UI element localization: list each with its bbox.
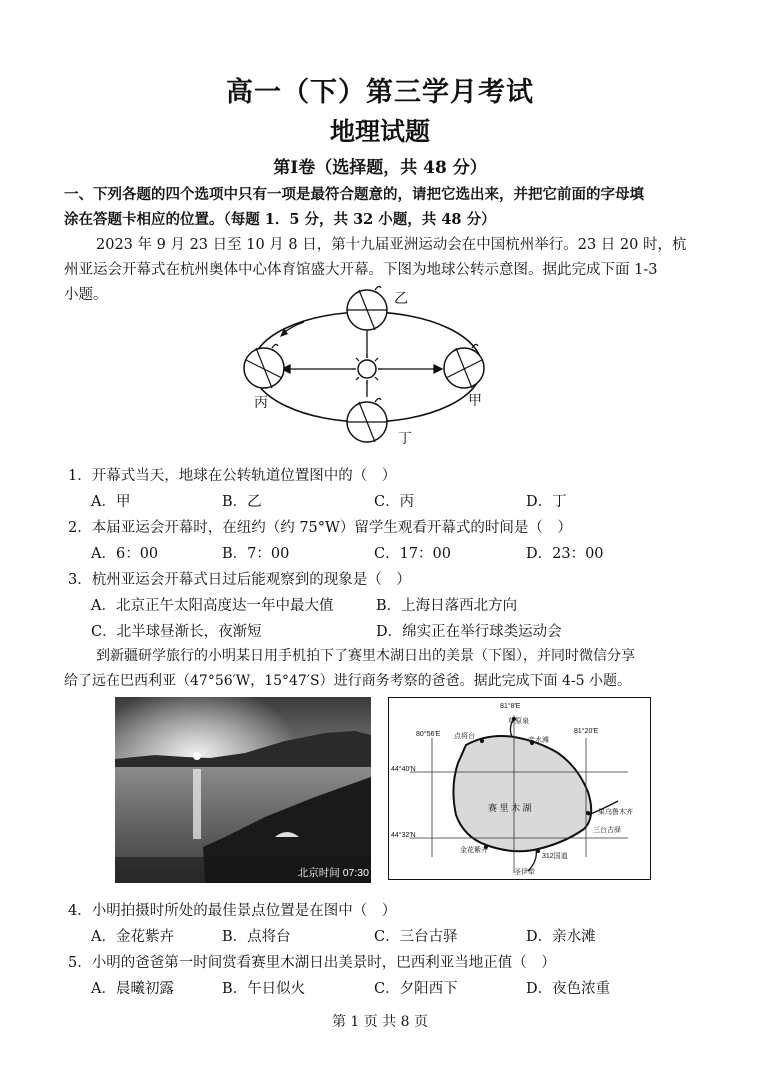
q5-option-b: B．午日似火 bbox=[222, 981, 306, 997]
q1-stem: 1．开幕式当天，地球在公转轨道位置图中的（ ） bbox=[68, 468, 397, 484]
passage1-line-3: 小题。 bbox=[64, 287, 108, 303]
label-ding: 丁 bbox=[398, 431, 412, 447]
map-place-santai: 三台古驿 bbox=[593, 827, 621, 834]
map-place-dianjiang: 点将台 bbox=[454, 733, 475, 740]
q3-option-a: A．北京正午太阳高度达一年中最大值 bbox=[91, 598, 334, 614]
map-lake-label: 赛 里 木 湖 bbox=[488, 803, 532, 813]
label-jia: 甲 bbox=[468, 393, 482, 409]
q1-option-a: A．甲 bbox=[91, 494, 131, 510]
map-place-jinhua: 金花紫卉 bbox=[460, 847, 488, 854]
q5-option-c: C．夕阳西下 bbox=[374, 981, 458, 997]
q3-option-c: C．北半球昼渐长，夜渐短 bbox=[91, 624, 262, 640]
q4-option-c: C．三台古驿 bbox=[374, 929, 458, 945]
q3-stem: 3．杭州亚运会开幕式日过后能观察到的现象是（ ） bbox=[68, 572, 411, 588]
q1-option-d: D．丁 bbox=[526, 494, 567, 510]
q4-option-d: D．亲水滩 bbox=[526, 929, 596, 945]
q5-option-d: D．夜色浓重 bbox=[526, 981, 611, 997]
section-title: 第Ⅰ卷（选择题，共 48 分） bbox=[273, 158, 487, 178]
map-lon-1: 80°56′E bbox=[416, 731, 441, 738]
map-lat-1: 44°40′N bbox=[391, 766, 416, 773]
q2-option-b: B．7：00 bbox=[222, 546, 290, 562]
q5-stem: 5．小明的爸爸第一时间赏看赛里木湖日出美景时，巴西利亚当地正值（ ） bbox=[68, 955, 556, 971]
sunrise-photo bbox=[115, 697, 371, 883]
map-place-saiyili: 圣伊犁 bbox=[514, 869, 535, 876]
q2-option-c: C．17：00 bbox=[374, 546, 451, 562]
passage1-line-2: 州亚运会开幕式在杭州奥体中心体育馆盛大开幕。下图为地球公转示意图。据此完成下面 1-3 bbox=[64, 262, 658, 278]
photo-timestamp: 北京时间 07:30 bbox=[297, 867, 369, 879]
exam-title: 高一（下）第三学月考试 bbox=[226, 77, 534, 108]
q1-option-b: B．乙 bbox=[222, 494, 262, 510]
passage2-line-1: 到新疆研学旅行的小明某日用手机拍下了赛里木湖日出的美景（下图），并同时微信分享 bbox=[96, 648, 635, 664]
earth-orbit-diagram bbox=[232, 282, 532, 452]
q3-option-d: D．绵实正在举行球类运动会 bbox=[376, 624, 562, 640]
q2-stem: 2．本届亚运会开幕时，在纽约（约 75°W）留学生观看开幕式的时间是（ ） bbox=[68, 520, 572, 536]
q3-option-b: B．上海日落西北方向 bbox=[376, 598, 518, 614]
map-place-guowu: 果乌鲁木齐 bbox=[598, 809, 633, 816]
instructions-line-2: 涂在答题卡相应的位置。（每题 1．5 分，共 32 小题，共 48 分） bbox=[64, 211, 496, 228]
map-lat-2: 44°32′N bbox=[391, 832, 416, 839]
subject-title: 地理试题 bbox=[329, 117, 430, 146]
q4-option-a: A．金花紫卉 bbox=[91, 929, 174, 945]
label-bing: 丙 bbox=[254, 395, 268, 411]
passage2-line-2: 给了远在巴西利亚（47°56′W，15°47′S）进行商务考察的爸爸。据此完成下面 4-5 小题。 bbox=[64, 673, 632, 689]
map-lon-3: 81°20′E bbox=[574, 728, 599, 735]
map-place-qinshui: 亲水滩 bbox=[528, 737, 549, 744]
instructions-line-1: 一、下列各题的四个选项中只有一项是最符合题意的，请把它选出来，并把它前面的字母填 bbox=[64, 186, 644, 203]
q1-option-c: C．丙 bbox=[374, 494, 415, 510]
passage1-line-1: 2023 年 9 月 23 日至 10 月 8 日，第十九届亚洲运动会在中国杭州举行。23 日 20 时，杭 bbox=[96, 237, 687, 253]
page-footer: 第 1 页 共 8 页 bbox=[331, 1014, 429, 1030]
q2-option-a: A．6：00 bbox=[91, 546, 159, 562]
sayram-lake-map bbox=[388, 697, 651, 880]
q4-option-b: B．点将台 bbox=[222, 929, 291, 945]
map-place-caoyuan: 草原泉 bbox=[508, 718, 529, 725]
map-lon-2: 81°8′E bbox=[500, 703, 521, 710]
q5-option-a: A．晨曦初露 bbox=[91, 981, 174, 997]
q4-stem: 4．小明拍摄时所处的最佳景点位置是在图中（ ） bbox=[68, 903, 397, 919]
q2-option-d: D．23：00 bbox=[526, 546, 604, 562]
map-place-road: 312国道 bbox=[542, 853, 568, 860]
sun-icon bbox=[352, 354, 382, 384]
label-yi: 乙 bbox=[394, 291, 408, 307]
